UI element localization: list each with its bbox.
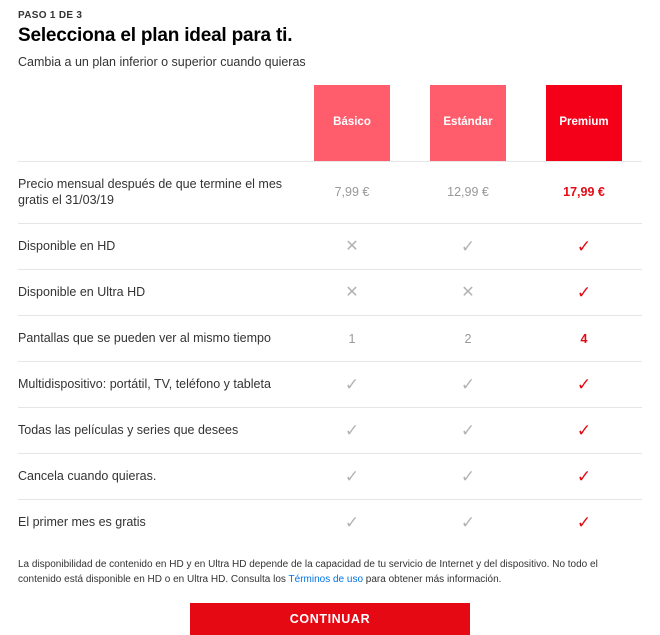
check-icon: ✓ — [460, 513, 476, 533]
plan-name-estandar: Estándar — [443, 115, 493, 128]
cell-basico — [294, 270, 410, 316]
feature-label: Disponible en HD — [18, 239, 116, 254]
cell-premium — [526, 454, 642, 500]
feature-label: Cancela cuando quieras. — [18, 469, 157, 484]
table-row — [18, 454, 642, 500]
check-icon: ✓ — [576, 283, 592, 303]
check-icon: ✓ — [576, 375, 592, 395]
step-indicator-text: PASO 1 DE 3 — [18, 10, 83, 21]
cell-estandar — [410, 408, 526, 454]
table-row — [18, 224, 642, 270]
feature-label: Todas las películas y series que desees — [18, 423, 239, 438]
plan-badge-premium[interactable] — [546, 85, 622, 161]
disclaimer-text — [18, 557, 642, 587]
plan-comparison-table — [18, 81, 642, 545]
table-row — [18, 500, 642, 546]
table-row — [18, 161, 642, 224]
plan-column-basico[interactable] — [294, 81, 410, 161]
cell-premium — [526, 408, 642, 454]
cross-icon: ✕ — [345, 283, 359, 301]
cell-estandar: 12,99 € — [447, 185, 489, 200]
plan-badge-estandar[interactable] — [430, 85, 506, 161]
table-row — [18, 408, 642, 454]
check-icon: ✓ — [576, 467, 592, 487]
step-indicator — [18, 10, 642, 21]
cell-basico — [294, 362, 410, 408]
check-icon: ✓ — [460, 237, 476, 257]
cell-estandar — [410, 224, 526, 270]
plan-name-premium: Premium — [559, 115, 609, 128]
check-icon: ✓ — [576, 421, 592, 441]
check-icon: ✓ — [344, 375, 360, 395]
check-icon: ✓ — [460, 467, 476, 487]
terms-of-use-link[interactable]: Términos de uso — [288, 574, 364, 586]
cell-estandar — [410, 454, 526, 500]
cell-premium — [526, 224, 642, 270]
cell-premium — [526, 270, 642, 316]
check-icon: ✓ — [460, 421, 476, 441]
cell-basico — [294, 454, 410, 500]
page-title: Selecciona el plan ideal para ti. — [18, 25, 293, 46]
check-icon: ✓ — [576, 513, 592, 533]
disclaimer-part1: La disponibilidad de contenido en HD y en Ultra HD depende de la capacidad de tu servicio de Internet y del dispositivo. No todo el contenido está disponible en HD o en Ultra HD. Consulta los — [18, 559, 598, 586]
cell-basico — [294, 224, 410, 270]
table-row — [18, 362, 642, 408]
check-icon: ✓ — [576, 237, 592, 257]
plan-table-header — [18, 81, 642, 161]
page-subtitle: Cambia a un plan inferior o superior cuando quieras — [18, 55, 306, 69]
cell-basico — [294, 500, 410, 546]
plan-name-basico: Básico — [333, 115, 371, 128]
cell-premium: 17,99 € — [563, 185, 605, 200]
cell-estandar — [410, 362, 526, 408]
check-icon: ✓ — [344, 421, 360, 441]
cell-premium — [526, 500, 642, 546]
cell-basico: 7,99 € — [334, 185, 370, 200]
cross-icon: ✕ — [345, 237, 359, 255]
plan-column-premium[interactable] — [526, 81, 642, 161]
feature-label: El primer mes es gratis — [18, 515, 146, 530]
feature-label: Multidispositivo: portátil, TV, teléfono y tableta — [18, 377, 271, 392]
check-icon: ✓ — [344, 513, 360, 533]
plan-table-body — [18, 161, 642, 545]
cell-basico — [294, 408, 410, 454]
cell-estandar — [410, 270, 526, 316]
plan-badge-basico[interactable] — [314, 85, 390, 161]
feature-label: Pantallas que se pueden ver al mismo tiempo — [18, 331, 271, 346]
cell-estandar: 2 — [464, 331, 472, 346]
check-icon: ✓ — [344, 467, 360, 487]
cell-premium — [526, 362, 642, 408]
feature-column-header — [18, 81, 294, 161]
plan-column-estandar[interactable] — [410, 81, 526, 161]
cta-row — [18, 603, 642, 635]
cell-basico: 1 — [348, 331, 356, 346]
cross-icon: ✕ — [461, 283, 475, 301]
check-icon: ✓ — [460, 375, 476, 395]
table-row — [18, 316, 642, 362]
cell-estandar — [410, 500, 526, 546]
table-row — [18, 270, 642, 316]
feature-label: Disponible en Ultra HD — [18, 285, 146, 300]
feature-label: Precio mensual después de que termine el mes gratis el 31/03/19 — [18, 176, 283, 208]
disclaimer-part2: para obtener más información. — [363, 574, 502, 586]
cell-premium: 4 — [580, 331, 588, 346]
continue-button[interactable]: CONTINUAR — [190, 603, 470, 635]
